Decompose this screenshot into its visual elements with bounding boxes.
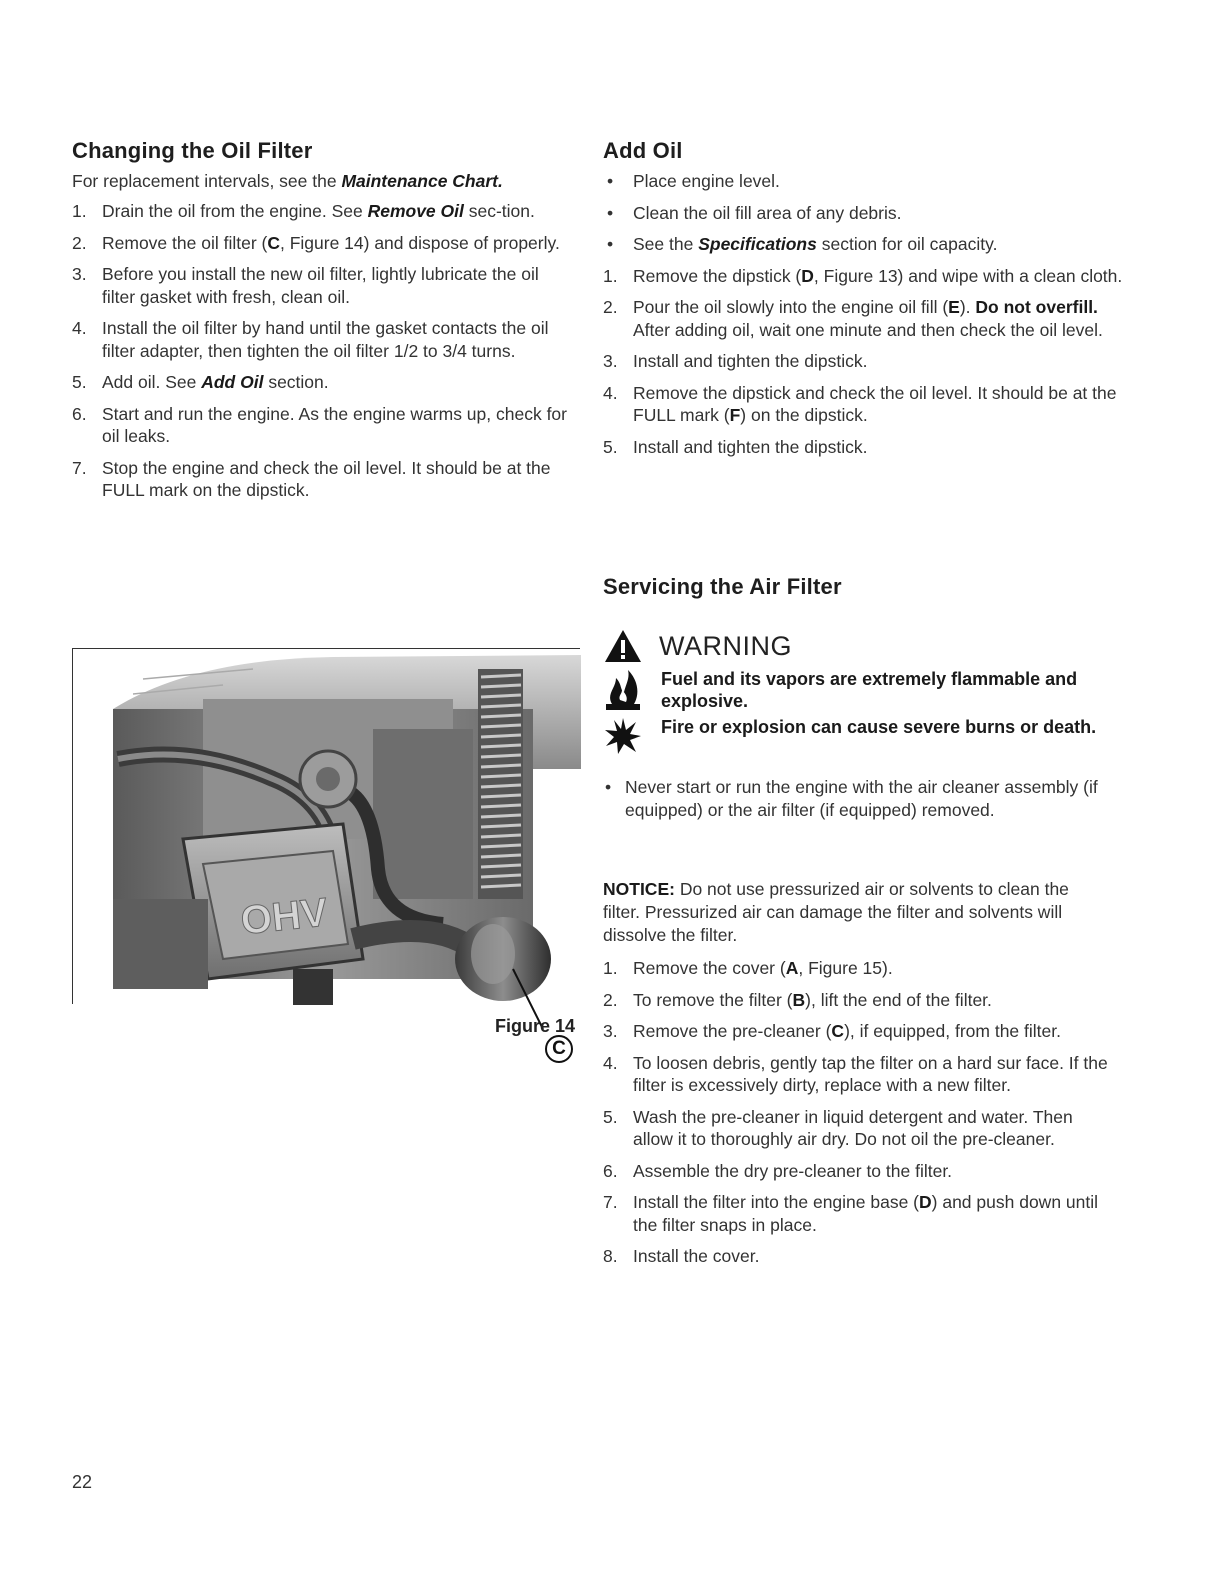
list-item: 5. Add oil. See Add Oil section.	[72, 372, 329, 392]
fin-line	[481, 745, 521, 747]
list-item: 6. Start and run the engine. As the engine warms up, check for oil leaks.	[72, 403, 567, 446]
list-item: 3. Before you install the new oil filter, lightly lubricate the oil filter gasket with fresh, clean oil.	[72, 264, 539, 307]
fin-line	[481, 855, 521, 857]
list-item: 4. Install the oil filter by hand until the gasket contacts the oil filter adapter, then tighten the oil filter 1/2 to 3/4 turns.	[72, 318, 549, 361]
fin-line	[481, 765, 521, 767]
list-item: 4. Remove the dipstick and check the oil level. It should be at the FULL mark (F) on the dipstick.	[603, 382, 1117, 425]
warning-row-explosion	[603, 716, 1123, 756]
list-item: • Never start or run the engine with the air cleaner assembly (if equipped) or the air filter (if equipped) removed.	[605, 777, 1098, 820]
fin-line	[481, 755, 521, 757]
engine-illustration	[73, 649, 581, 1005]
warning-box	[603, 628, 1123, 756]
right-column	[603, 138, 1123, 467]
fin-line	[481, 675, 521, 677]
fin-line	[481, 865, 521, 867]
callout-c-marker	[545, 1035, 573, 1063]
page-number: 22	[72, 1472, 93, 1492]
warning-bullet-list	[603, 776, 1103, 830]
explosion-icon	[604, 716, 642, 756]
fin-line	[481, 805, 521, 807]
fin-line	[481, 775, 521, 777]
maintenance-chart-ref: Maintenance Chart.	[341, 171, 503, 191]
warning-line-1: Fuel and its vapors are extremely flammable and explosive.	[661, 669, 1078, 711]
notice-paragraph: NOTICE: Do not use pressurized air or solvents to clean the filter. Pressurized air can damage the filter and solvents will dissolve the filter.	[603, 879, 1069, 945]
list-item: • See the Specifications section for oil capacity.	[607, 234, 998, 254]
fin-line	[481, 875, 521, 877]
air-filter-steps	[603, 957, 1113, 1277]
list-item: 6. Assemble the dry pre-cleaner to the filter.	[603, 1160, 953, 1181]
warning-row-flammable	[603, 668, 1123, 712]
callout-c-letter: C	[552, 1038, 566, 1059]
intro-text: For replacement intervals, see the	[72, 171, 342, 191]
fin-line	[481, 785, 521, 787]
engine-ohv-label: OHV	[238, 890, 330, 944]
oil-filter-title: Changing the Oil Filter	[72, 138, 313, 163]
list-item: 8. Install the cover.	[603, 1246, 760, 1266]
fin-line	[481, 825, 521, 827]
list-item: 1. Remove the dipstick (D, Figure 13) and wipe with a clean cloth.	[603, 265, 1123, 286]
fin-line	[481, 845, 521, 847]
add-oil-title: Add Oil	[603, 138, 683, 163]
fin-line	[481, 815, 521, 817]
list-item: 7. Stop the engine and check the oil level. It should be at the FULL mark on the dipstick.	[72, 457, 551, 500]
figure-caption: Figure 14	[494, 1016, 575, 1036]
fin-line	[481, 835, 521, 837]
list-item: 5. Wash the pre-cleaner in liquid detergent and water. Then allow it to thoroughly air dry. Do not oil the pre-cleaner.	[603, 1106, 1073, 1149]
list-item: 3. Remove the pre-cleaner (C), if equipped, from the filter.	[603, 1021, 1061, 1041]
warning-triangle-icon	[603, 628, 643, 664]
fin-line	[481, 705, 521, 707]
fin-line	[481, 715, 521, 717]
left-column	[72, 138, 572, 511]
list-item: 2. To remove the filter (B), lift the end of the filter.	[603, 989, 992, 1010]
fin-line	[481, 885, 521, 887]
oil-filter-intro	[72, 170, 572, 192]
air-filter-title: Servicing the Air Filter	[603, 574, 842, 599]
warning-word: WARNING	[659, 630, 792, 661]
oil-filter-steps	[72, 200, 572, 502]
fin-line	[481, 725, 521, 727]
list-item: 7. Install the filter into the engine base (D) and push down until the filter snaps in place.	[603, 1192, 1099, 1235]
list-item: 1. Remove the cover (A, Figure 15).	[603, 958, 893, 978]
list-item: • Clean the oil fill area of any debris.	[607, 202, 902, 223]
fin-line	[481, 795, 521, 797]
add-oil-steps	[603, 265, 1123, 459]
fin-line	[481, 685, 521, 687]
fin-line	[481, 695, 521, 697]
list-item: 3. Install and tighten the dipstick.	[603, 351, 868, 371]
list-item: 1. Drain the oil from the engine. See Remove Oil sec-tion.	[72, 201, 535, 221]
list-item: 2. Pour the oil slowly into the engine oil fill (E). Do not overfill. After adding oil, wait one minute and then check the oil level.	[603, 297, 1103, 340]
list-item: 2. Remove the oil filter (C, Figure 14) and dispose of properly.	[72, 232, 560, 253]
flammable-icon	[604, 668, 642, 712]
list-item: 4. To loosen debris, gently tap the filter on a hard sur face. If the filter is excessively dirty, replace with a new filter.	[603, 1052, 1108, 1095]
warning-header	[603, 628, 1123, 664]
notice-label: NOTICE:	[603, 879, 675, 899]
fin-line	[481, 735, 521, 737]
warning-line-2: Fire or explosion can cause severe burns or death.	[661, 717, 1097, 737]
list-item: • Place engine level.	[607, 171, 780, 191]
add-oil-bullets	[603, 170, 1123, 256]
list-item: 5. Install and tighten the dipstick.	[603, 436, 868, 457]
